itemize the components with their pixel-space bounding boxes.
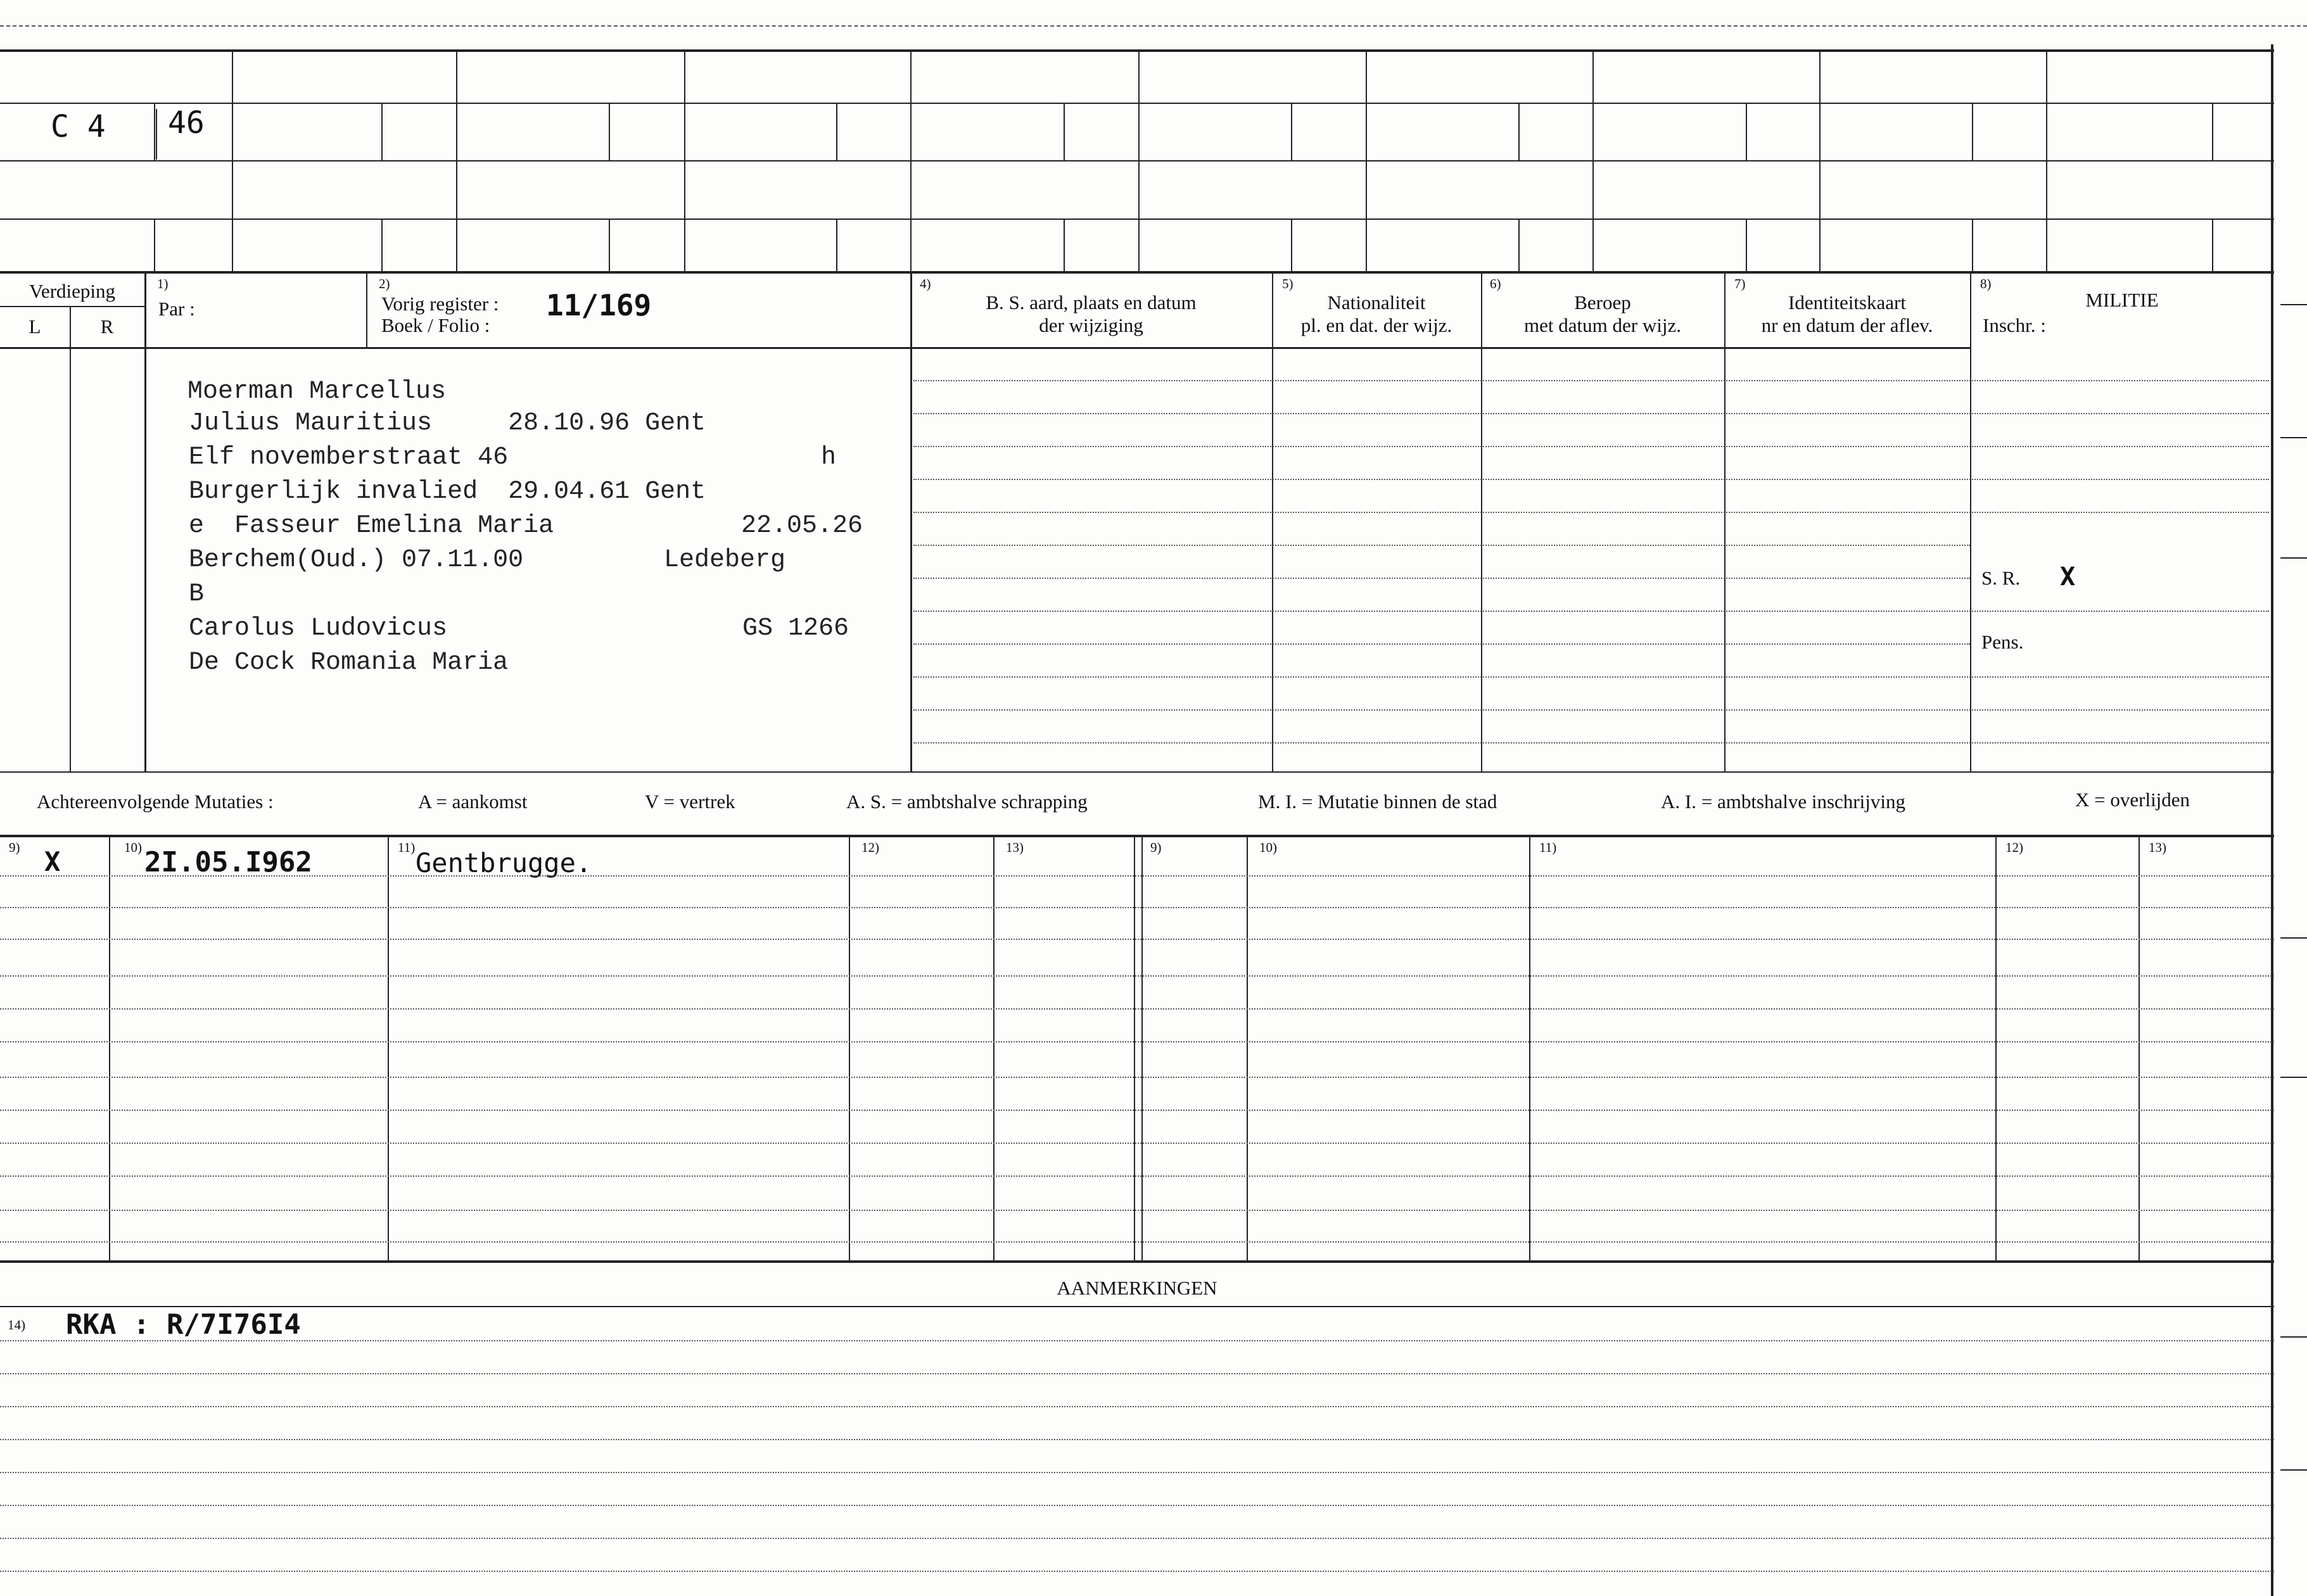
field-number: 11) [1539,840,1557,855]
entry-rule [0,1077,2274,1078]
grid-line [1481,271,1482,771]
sr-value: X [2060,562,2076,592]
grid-line [684,49,685,271]
legend-aankomst: A = aankomst [418,790,528,813]
entry-rule [0,1041,2274,1042]
grid-line [1064,103,1065,160]
grid-line [910,271,912,771]
grid-line [70,306,71,771]
mother-line: De Cock Romania Maria [189,649,509,677]
address-line: Elf novemberstraat 46 [189,443,509,472]
mutations-legend-title: Achtereenvolgende Mutaties : [37,790,274,813]
grid-line [381,103,383,160]
field-number: 10) [124,840,142,855]
entry-rule [0,1210,2274,1211]
entry-rule [0,1110,2274,1111]
entry-rule [913,545,1970,546]
entry-rule [0,907,2274,908]
margin-tick [2280,304,2307,305]
field-number: 5) [1282,276,1293,291]
grid-line [910,49,912,271]
grid-line [0,347,1970,349]
grid-line [836,103,837,160]
field-number: 8) [1980,276,1992,291]
grid-line [849,835,850,1260]
entry-rule [913,578,1970,579]
grid-line [1247,835,1248,1260]
entry-rule [0,1571,2274,1572]
grid-line [609,218,610,271]
field-number: 6) [1490,276,1501,291]
field-number: 1) [157,276,168,291]
entry-rule [913,479,2269,480]
field-number: 11) [398,840,416,855]
name-line: Moerman Marcellus [187,377,447,406]
entry-rule [0,939,2274,940]
top-edge [0,25,2307,27]
grid-line [154,103,155,160]
entry-rule [0,1472,2274,1473]
field-number: 14) [8,1317,25,1333]
grid-line [1970,271,1971,771]
grid-line [1518,218,1520,271]
entry-rule [0,1340,2274,1341]
entry-rule [913,676,2269,678]
field-number: 12) [2005,840,2023,855]
grid-line [1141,835,1143,1260]
grid-line [993,835,995,1260]
entry-rule [0,1241,2274,1243]
entry-rule [0,1373,2274,1374]
margin-tick [2280,437,2307,438]
grid-line [0,1260,2274,1263]
field-number: 2) [379,276,390,291]
grid-line [0,306,144,307]
margin-tick [2280,1469,2307,1471]
grid-line [0,271,2274,274]
boek-folio-label: Boek / Folio : [381,314,490,336]
grid-line [1518,103,1520,160]
marker-line: B [189,580,205,609]
margin-tick [2280,937,2307,939]
inschrijving-label: Inschr. : [1983,314,2046,336]
margin-tick [2280,1077,2307,1078]
sr-label: S. R. [1981,567,2021,589]
field-number: 9) [1150,840,1162,855]
grid-line [1972,218,1973,271]
remarks-title: AANMERKINGEN [1057,1277,1217,1299]
militie-label: MILITIE [2085,289,2159,311]
grid-line [836,218,837,271]
entry-rule [913,512,2269,513]
right-border [2271,44,2273,1596]
vorig-register-value: 11/169 [546,288,652,322]
grid-line [0,49,2274,52]
spouse-residence: Ledeberg [664,546,786,574]
entry-rule [0,1143,2274,1144]
grid-line [1272,271,1273,771]
grid-line [456,49,457,271]
field-number: 10) [1259,840,1277,855]
grid-line [1064,218,1065,271]
grid-line [1529,835,1530,1260]
grid-line [2212,103,2213,160]
bs-label-line2: der wijziging [1039,314,1143,336]
entry-rule [0,1538,2274,1539]
legend-mutatie: M. I. = Mutatie binnen de stad [1258,790,1497,813]
grid-line [388,835,389,1260]
pens-label: Pens. [1981,631,2024,653]
grid-line [1819,49,1821,271]
grid-line [1746,218,1747,271]
remarks-text: RKA : R/7I76I4 [66,1308,301,1341]
grid-line [1592,49,1594,271]
mutation-place: Gentbrugge. [416,847,592,878]
entry-rule [0,975,2274,977]
field-number: 13) [1006,840,1024,855]
grid-line [1291,218,1292,271]
grid-line [144,271,146,771]
identiteitskaart-label: Identiteitskaart [1788,291,1906,314]
grid-line [0,160,2274,162]
bs-label-line1: B. S. aard, plaats en datum [986,291,1197,314]
occupation-line: Burgerlijk invalied 29.04.61 Gent [189,478,706,506]
field-number: 4) [920,276,931,291]
entry-rule [0,1439,2274,1440]
spouse-line: e Fasseur Emelina Maria [189,512,554,540]
vorig-register-label: Vorig register : [381,293,499,315]
grid-line [1134,835,1135,1260]
mutation-type: X [44,846,61,877]
beroep-sublabel: met datum der wijz. [1524,314,1681,336]
entry-rule [0,1406,2274,1407]
field-number: 13) [2149,840,2166,855]
par-label: Par : [158,298,195,320]
given-names-line: Julius Mauritius 28.10.96 Gent [189,409,706,438]
grid-line [1366,49,1367,271]
entry-rule [0,875,2274,877]
grid-line [609,103,610,160]
nationaliteit-label: Nationaliteit [1327,291,1426,314]
grid-line [0,103,2274,104]
grid-line [1291,103,1292,160]
margin-tick [2280,557,2307,559]
entry-rule [913,446,2269,447]
card-number: 46 [168,105,205,141]
grid-line [2046,49,2047,271]
grid-line [156,109,157,160]
grid-line [2212,218,2213,271]
grid-line [1724,271,1725,771]
entry-rule [913,742,2269,744]
entry-rule [0,1505,2274,1506]
identiteitskaart-sublabel: nr en datum der aflev. [1761,314,1933,336]
entry-rule [913,413,2269,414]
grid-line [0,771,2274,773]
grid-line [154,218,155,271]
mutation-date: 2I.05.I962 [144,846,312,878]
grid-line [381,218,383,271]
legend-vertrek: V = vertrek [645,790,735,813]
grid-line [366,271,367,347]
floor-right-label: R [100,315,114,338]
grid-line [109,835,110,1260]
field-number: 7) [1734,276,1746,291]
legend-overlijden: X = overlijden [2075,788,2190,811]
verdieping-label: Verdieping [29,280,116,302]
address-mark: h [821,443,837,472]
card-code: C 4 [51,109,106,144]
legend-schrapping: A. S. = ambtshalve schrapping [846,790,1088,813]
entry-rule [0,1175,2274,1177]
floor-left-label: L [29,315,41,338]
grid-line [0,1306,2274,1307]
spouse-birth-date: 22.05.26 [741,512,863,540]
nationaliteit-sublabel: pl. en dat. der wijz. [1300,314,1452,336]
entry-rule [913,643,1970,645]
grid-line [1972,103,1973,160]
margin-tick [2280,1336,2307,1338]
grid-line [0,218,2274,220]
grid-line [1746,103,1747,160]
grid-line [2139,835,2140,1260]
grid-line [1995,835,1997,1260]
field-number: 12) [861,840,879,855]
entry-rule [913,380,2269,381]
father-line: Carolus Ludovicus [189,614,448,643]
beroep-label: Beroep [1574,291,1631,314]
entry-rule [913,611,2269,612]
grid-line [1138,49,1140,271]
spouse-birthplace-line: Berchem(Oud.) 07.11.00 [189,546,524,574]
entry-rule [0,1008,2274,1010]
field-number: 9) [9,840,20,855]
legend-inschrijving: A. I. = ambtshalve inschrijving [1661,790,1905,813]
reference-code: GS 1266 [742,614,849,643]
grid-line [232,49,233,271]
entry-rule [913,709,2269,711]
grid-line [0,835,2274,837]
